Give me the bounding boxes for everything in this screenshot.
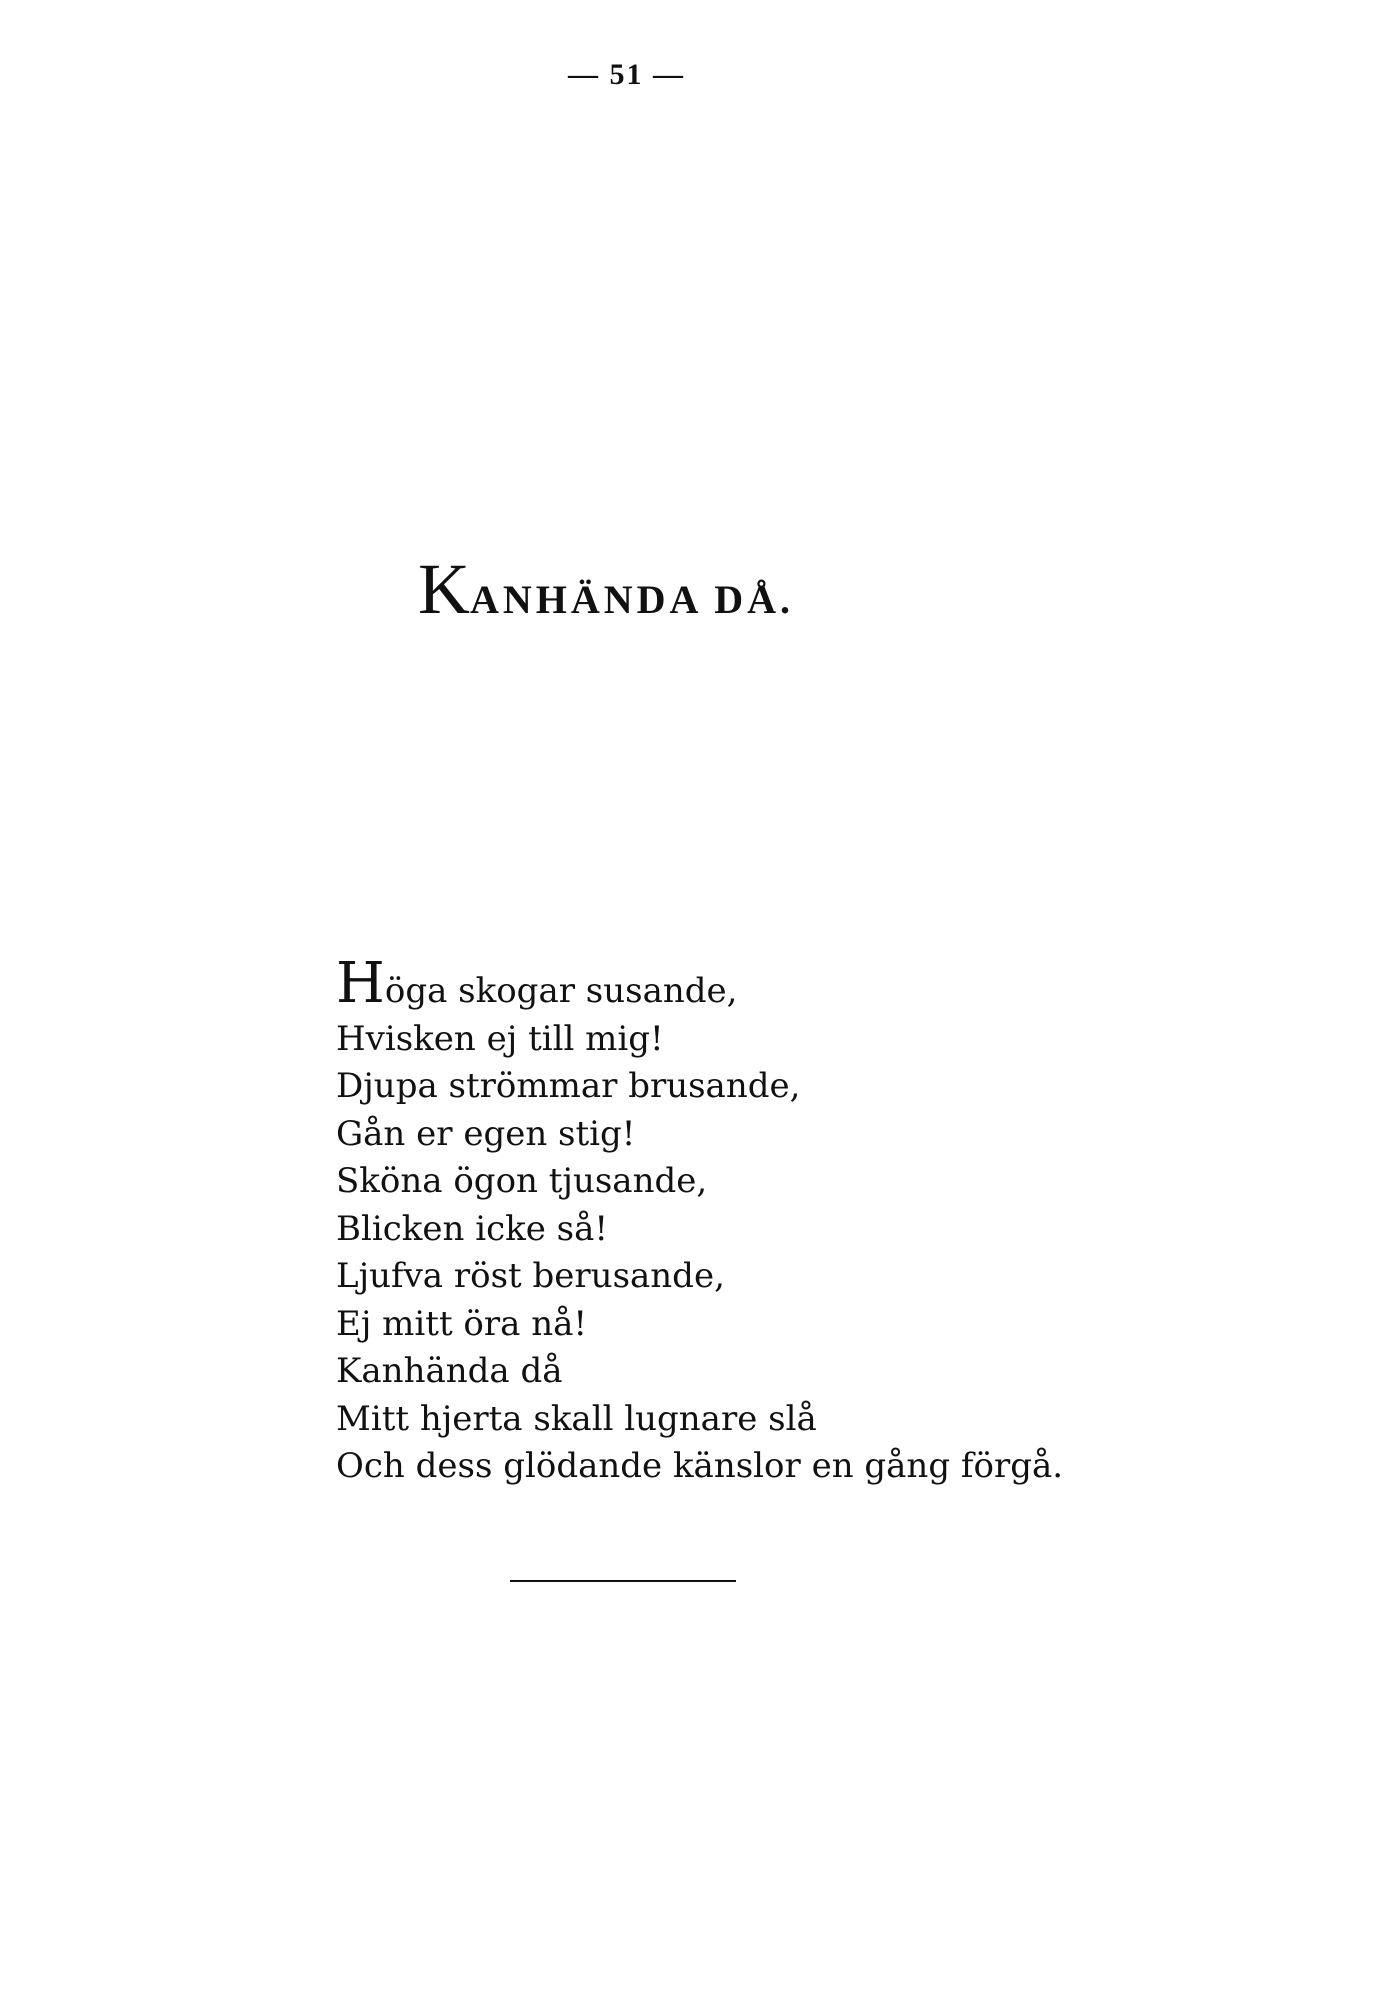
poem-line: Ljufva röst berusande, (336, 1256, 725, 1296)
poem-line (336, 951, 1063, 1016)
poem-title-initial: K (418, 549, 470, 629)
end-rule-divider (510, 1580, 736, 1582)
poem-line: Kanhända då (336, 1351, 563, 1391)
poem-body (336, 951, 1064, 1491)
poem-line: Gån er egen stig! (336, 1113, 636, 1154)
poem-line: Mitt hjerta skall lugnare slå (336, 1398, 817, 1439)
poem-line: Hvisken ej till mig! (336, 1018, 664, 1059)
poem-title (418, 548, 794, 631)
poem-line: Och dess glödande känslor en gång förgå. (336, 1446, 1064, 1486)
first-line-rest: öga skogar susande, (384, 971, 738, 1011)
poem-title-rest: ANHÄNDA DÅ. (470, 577, 794, 622)
poem-line: Sköna ögon tjusande, (336, 1161, 708, 1201)
poem-line: Ej mitt öra nå! (336, 1303, 588, 1344)
poem-line: Djupa strömmar brusande, (336, 1066, 801, 1106)
first-line-initial: H (336, 951, 385, 1016)
poem-line: Blicken icke så! (336, 1208, 609, 1249)
page-number: — 51 — (568, 58, 685, 91)
